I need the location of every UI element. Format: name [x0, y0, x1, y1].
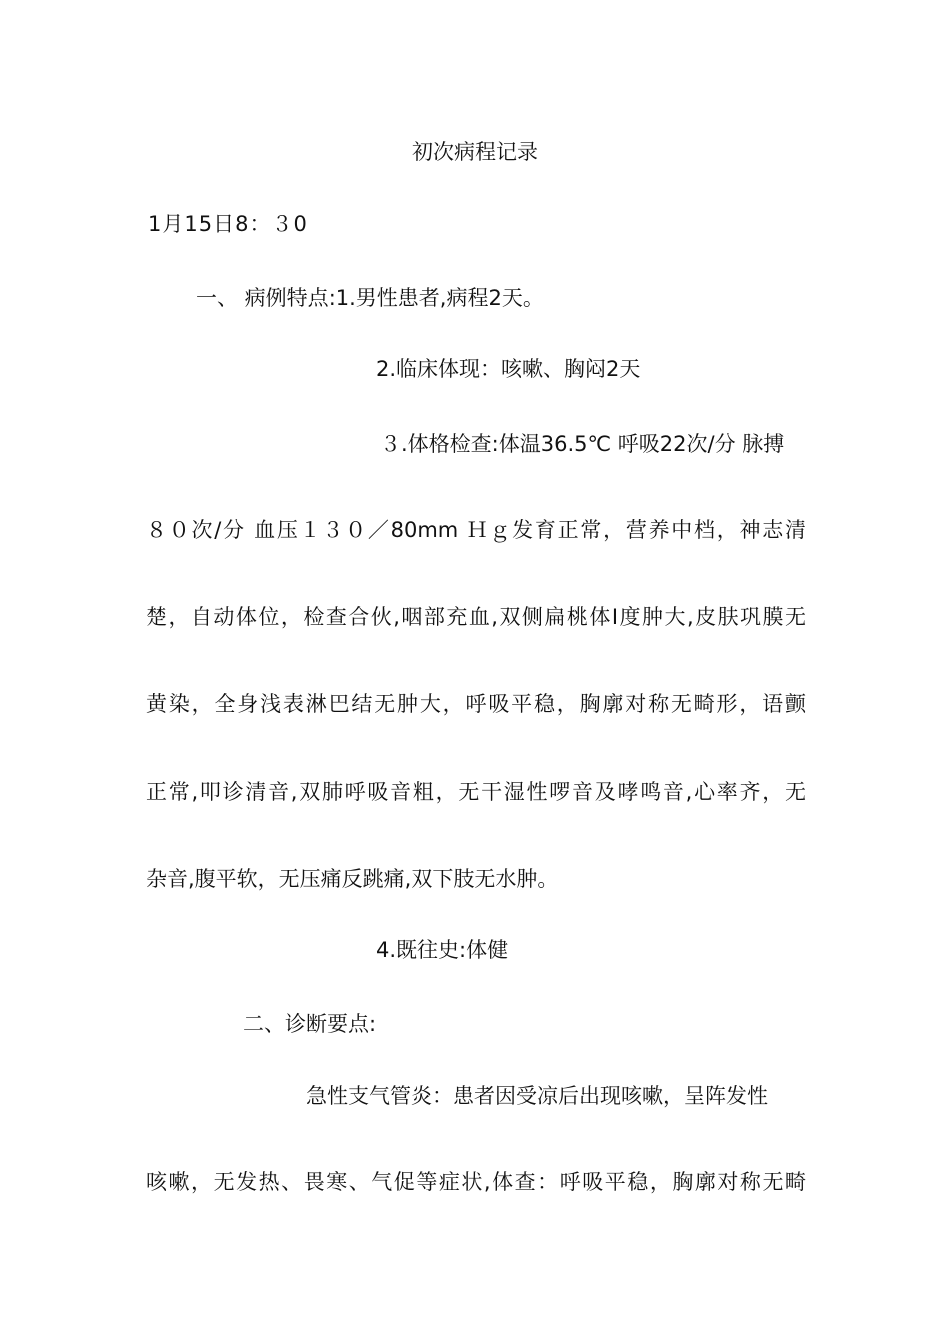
section1-item1: 1.男性患者,病程2天。 — [335, 286, 544, 310]
section2-heading: 二、诊断要点: — [243, 1012, 377, 1036]
document-title: 初次病程记录 — [412, 140, 538, 164]
section1-item3-line-4: 黄染，全身浅表淋巴结无肿大，呼吸平稳，胸廓对称无畸形，语颤 — [146, 692, 806, 716]
section1-item3-line-3: 楚，自动体位，检查合伙,咽部充血,双侧扁桃体Ⅰ度肿大,皮肤巩膜无 — [146, 605, 806, 629]
section1-item4: 4.既往史:体健 — [376, 938, 509, 962]
section1-item3-line-1: ３.体格检查:体温36.5℃ 呼吸22次/分 脉搏 — [380, 432, 785, 456]
section1-line: 一、 病例特点:1.男性患者,病程2天。 — [196, 286, 544, 310]
section2-line-2: 咳嗽，无发热、畏寒、气促等症状,体查：呼吸平稳，胸廓对称无畸 — [146, 1170, 806, 1194]
section1-item3-line-2: ８０次/分 血压１３０／80mm Ｈｇ发育正常，营养中档，神志清 — [146, 518, 806, 542]
section2-line-1: 急性支气管炎：患者因受凉后出现咳嗽，呈阵发性 — [306, 1084, 768, 1108]
section1-heading: 一、 病例特点 — [196, 286, 329, 310]
section1-item2: 2.临床体现：咳嗽、胸闷2天 — [376, 357, 641, 381]
section1-item3-line-5: 正常,叩诊清音,双肺呼吸音粗，无干湿性啰音及哮鸣音,心率齐，无 — [146, 780, 806, 804]
record-datetime: 1月15日8：３0 — [148, 212, 308, 236]
section1-item3-line-6: 杂音,腹平软，无压痛反跳痛,双下肢无水肿。 — [146, 867, 559, 891]
